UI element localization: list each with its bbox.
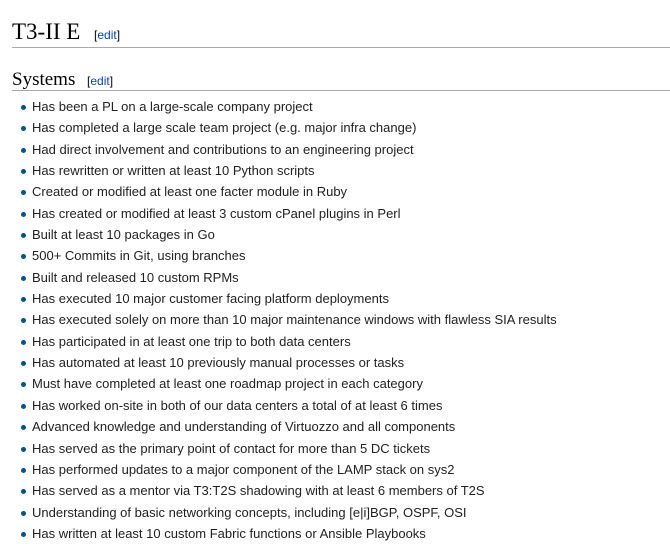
bullet-icon: [21, 425, 26, 430]
list-item: [12, 181, 670, 202]
bullet-icon: [21, 276, 26, 281]
list-item: [12, 267, 670, 288]
list-item-text: Advanced knowledge and understanding of Virtuozzo and all components: [32, 419, 456, 435]
bullet-icon: [21, 511, 26, 516]
list-item-text: Has participated in at least one trip to both data centers: [32, 333, 351, 349]
list-item-text: Must have completed at least one roadmap project in each category: [32, 376, 423, 392]
list-item-text: Has served as the primary point of contact for more than 5 DC tickets: [32, 440, 431, 456]
bullet-icon: [21, 126, 26, 131]
list-item: [12, 309, 670, 330]
list-item-text: Has created or modified at least 3 custom cPanel plugins in Perl: [32, 205, 401, 221]
bullet-icon: [21, 169, 26, 174]
list-item-text: Has rewritten or written at least 10 Python scripts: [32, 163, 315, 179]
list-item-text: Built and released 10 custom RPMs: [32, 269, 239, 285]
list-item: [12, 438, 670, 459]
list-item-text: Has written at least 10 custom Fabric functions or Ansible Playbooks: [32, 525, 426, 541]
list-item-text: Has been a PL on a large-scale company project: [32, 99, 313, 114]
bullet-icon: [21, 105, 26, 110]
bullet-icon: [21, 382, 26, 387]
section-title: Systems: [12, 69, 76, 90]
bullet-icon: [21, 233, 26, 238]
list-item-text: Has automated at least 10 previously manual processes or tasks: [32, 355, 405, 371]
list-item: [12, 245, 670, 266]
list-item: [12, 160, 670, 181]
list-item: [12, 373, 670, 394]
requirements-list: [12, 96, 670, 544]
list-item-text: Has served as a mentor via T3:T2S shadowing with at least 6 members of T2S: [32, 483, 485, 499]
list-item-text: Has completed a large scale team project (e.g. major infra change): [32, 120, 417, 136]
section-heading: [12, 68, 670, 91]
list-item: [12, 352, 670, 373]
list-item: [12, 395, 670, 416]
bullet-icon: [21, 340, 26, 345]
page-title: T3-II E: [12, 19, 81, 44]
bullet-icon: [21, 489, 26, 494]
list-item: [12, 459, 670, 480]
bullet-icon: [21, 254, 26, 259]
list-item-text: Built at least 10 packages in Go: [32, 227, 215, 243]
list-item-text: Has worked on-site in both of our data centers a total of at least 6 times: [32, 397, 443, 413]
list-item: [12, 523, 670, 544]
list-item: [12, 96, 670, 117]
section-edit-section: [edit]: [87, 74, 114, 88]
list-item-text: Had direct involvement and contributions to an engineering project: [32, 141, 414, 157]
list-item: [12, 288, 670, 309]
list-item: [12, 224, 670, 245]
bullet-icon: [21, 532, 26, 537]
bullet-icon: [21, 148, 26, 153]
list-item-text: Created or modified at least one facter module in Ruby: [32, 184, 348, 200]
list-item-text: Has performed updates to a major component of the LAMP stack on sys2: [32, 461, 455, 477]
bullet-icon: [21, 212, 26, 217]
bullet-icon: [21, 318, 26, 323]
bullet-icon: [21, 190, 26, 195]
list-item-text: Has executed solely on more than 10 major maintenance windows with flawless SIA results: [32, 312, 557, 328]
list-item: [12, 117, 670, 138]
bullet-icon: [21, 468, 26, 473]
list-item-text: Has executed 10 major customer facing platform deployments: [32, 291, 389, 307]
list-item: [12, 416, 670, 437]
list-item: [12, 203, 670, 224]
section-edit-link[interactable]: edit: [90, 74, 110, 88]
bullet-icon: [21, 404, 26, 409]
list-item: [12, 480, 670, 501]
list-item: [12, 331, 670, 352]
bullet-icon: [21, 447, 26, 452]
list-item: [12, 502, 670, 523]
list-item-text: Understanding of basic networking concepts, including [e|i]BGP, OSPF, OSI: [32, 504, 467, 520]
page-edit-link[interactable]: edit: [97, 28, 117, 42]
page-heading: [12, 17, 670, 48]
bullet-icon: [21, 361, 26, 366]
page-edit-section: [edit]: [94, 28, 121, 42]
list-item-text: 500+ Commits in Git, using branches: [32, 248, 246, 264]
bullet-icon: [21, 297, 26, 302]
list-item: [12, 139, 670, 160]
